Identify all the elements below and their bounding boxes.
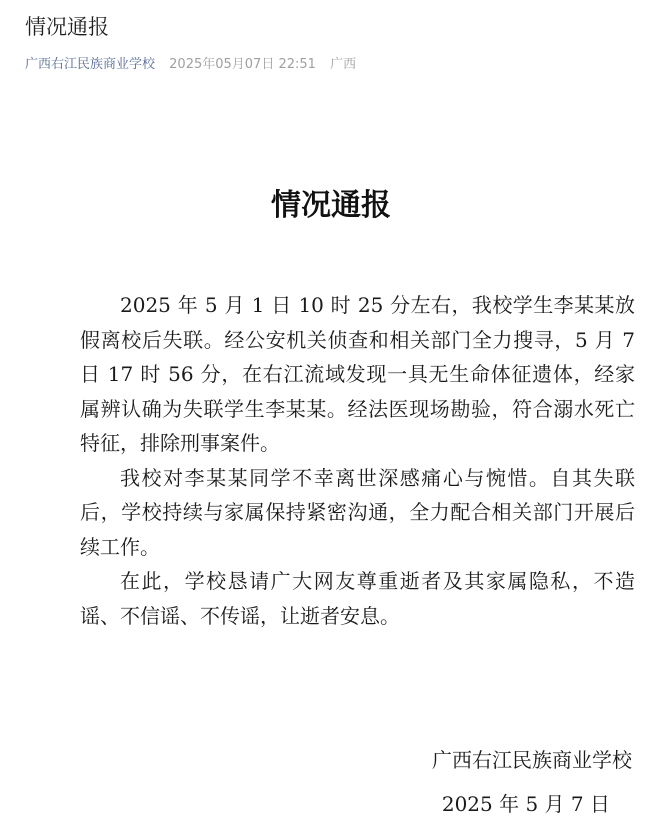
paragraph-incident: 2025 年 5 月 1 日 10 时 25 分左右，我校学生李某某放假离校后失联。经公安机关侦查和相关部门全力搜寻，5 月 7 日 17 时 56 分，在右江流域发现一具无生命体征遗体，经家属辨认确为失联学生李某某。经法医现场勘验，符合溺水死亡特征，排除刑事案件。 (80, 293, 635, 455)
article-meta (25, 56, 356, 74)
document-body (80, 288, 635, 633)
publish-time: 2025年05月07日 22:51 (169, 57, 316, 72)
publish-region: 广西 (330, 57, 357, 72)
document-heading: 情况通报 (271, 188, 391, 223)
source-account-link[interactable]: 广西右江民族商业学校 (25, 57, 156, 72)
signature-organization: 广西右江民族商业学校 (432, 748, 632, 772)
paragraph-appeal: 在此，学校恳请广大网友尊重逝者及其家属隐私，不造谣、不信谣、不传谣，让逝者安息。 (80, 569, 635, 628)
signature-date: 2025 年 5 月 7 日 (441, 792, 610, 816)
page-title: 情况通报 (25, 15, 109, 39)
paragraph-condolence: 我校对李某某同学不幸离世深感痛心与惋惜。自其失联后，学校持续与家属保持紧密沟通，全力配合相关部门开展后续工作。 (80, 465, 635, 559)
